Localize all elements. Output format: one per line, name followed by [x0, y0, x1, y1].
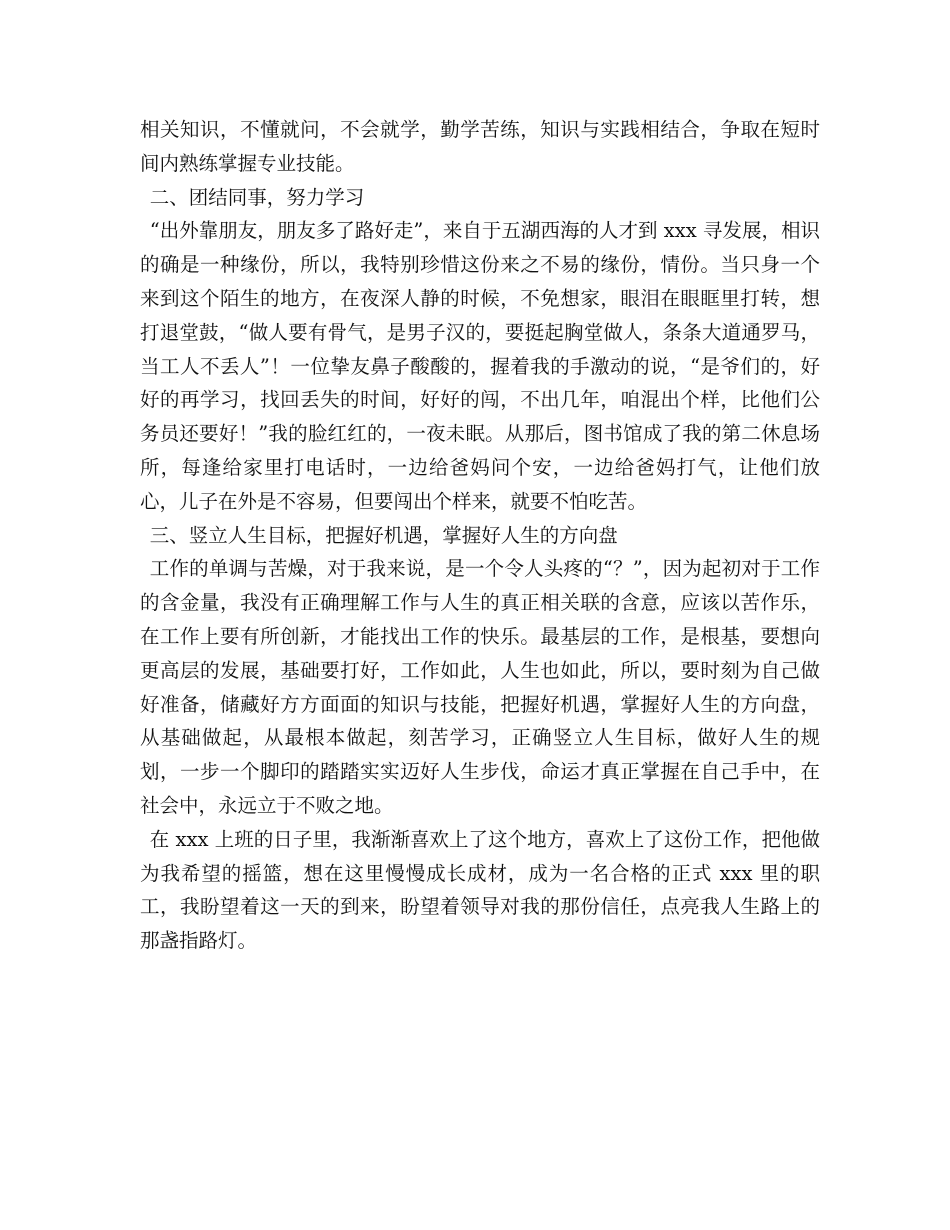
paragraph-work-monotony: 工作的单调与苦燥，对于我来说，是一个令人头疼的“？”，因为起初对于工作的含金量，我没有正确理解工作与人生的真正相关联的含意，应该以苦作乐，在工作上要有所创新，才能找出工作的快乐。最基层的工作，是根基，要想向更高层的发展，基础要打好，工作如此，人生也如此，所以，要时刻为自己做好准备，储藏好方方面面的知识与技能，把握好机遇，掌握好人生的方向盘，从基础做起，从最根本做起，刻苦学习，正确竖立人生目标，做好人生的规划，一步一个脚印的踏踏实实迈好人生步伐，命运才真正掌握在自己手中，在社会中，永远立于不败之地。: [140, 557, 820, 817]
document-body: [140, 113, 820, 958]
section-heading-unite-colleagues: 二、团结同事，努力学习: [149, 185, 365, 209]
paragraph-continued-knowledge: 相关知识，不懂就问，不会就学，勤学苦练，知识与实践相结合，争取在短时间内熟练掌握专业技能。: [140, 118, 820, 175]
paragraph-workplace-hope: 在 xxx 上班的日子里，我渐渐喜欢上了这个地方，喜欢上了这份工作，把他做为我希望的摇篮，想在这里慢慢成长成材，成为一名合格的正式 xxx 里的职工，我盼望着这一天的到来，盼望着领导对我的那份信任，点亮我人生路上的那盏指路灯。: [140, 827, 820, 953]
paragraph-friends: “出外靠朋友，朋友多了路好走”，来自于五湖西海的人才到 xxx 寻发展，相识的确是一种缘份，所以，我特别珍惜这份来之不易的缘份，情份。当只身一个来到这个陌生的地方，在夜深人静的时候，不免想家，眼泪在眼眶里打转，想打退堂鼓，“做人要有骨气，是男子汉的，要挺起胸堂做人，条条大道通罗马，当工人不丢人”！一位挚友鼻子酸酸的，握着我的手激动的说，“是爷们的，好好的再学习，找回丢失的时间，好好的闯，不出几年，咱混出个样，比他们公务员还要好！”我的脸红红的，一夜未眠。从那后，图书馆成了我的第二休息场所，每逢给家里打电话时，一边给爸妈问个安，一边给爸妈打气，让他们放心，儿子在外是不容易，但要闯出个样来，就要不怕吃苦。: [140, 219, 820, 513]
section-heading-life-goals: 三、竖立人生目标，把握好机遇，掌握好人生的方向盘: [149, 523, 618, 547]
